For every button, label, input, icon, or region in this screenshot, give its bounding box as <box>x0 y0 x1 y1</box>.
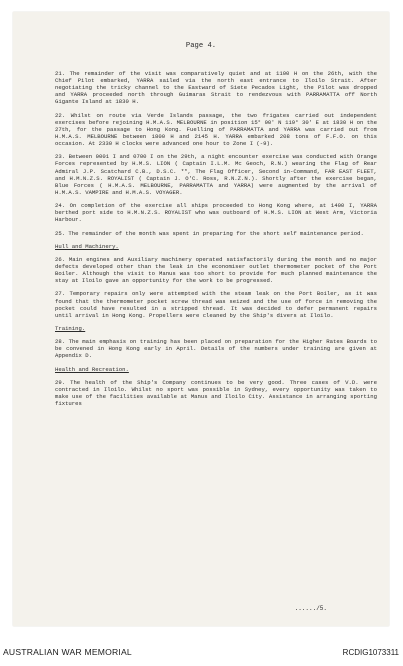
section-heading-training: Training. <box>55 325 86 333</box>
section-heading-hull: Hull and Machinery. <box>55 242 119 250</box>
paragraph-27: 27. Temporary repairs only were attempted with the steam leak on the Port Boiler, as it was found that the thermometer pocket screw thread was seized and the use of force in removing the pocket could have resulted in a stripped thread. It was decided to defer permanent repairs until arrival in Hong Kong. Propellers were cleaned by the Ship's divers at Iloilo. <box>55 290 377 319</box>
paragraph-23: 23. Between 0001 I and 0700 I on the 29th, a night encounter exercise was conducted with Orange Forces represented by H.M.S. LION ( Captain I.L.M. Mc Geoch, R.N.) wearing the Flag of Rear Admiral J.P. Scatchard C.B., D.S.C. **, The Flag Officer, Second in-Command, FAR EAST FLEET, and H.M.N.Z.S. ROYALIST ( Captain J. O'C. Ross, R.N.Z.N.). Shortly after the exercise began, Blue Forces ( H.M.A.S. MELBOURNE, PARRAMATTA and YARRA) were augmented by the arrival of H.M.A.S. VAMPIRE and H.M.A.S. VOYAGER. <box>55 153 377 196</box>
paragraph-25: 25. The remainder of the month was spent in preparing for the short self maintenance period. <box>55 229 364 237</box>
record-id: RCDIG1073311 <box>342 648 399 657</box>
archive-credit: AUSTRALIAN WAR MEMORIAL <box>3 647 132 657</box>
paragraph-29: 29. The health of the Ship's Company continues to be very good. Three cases of V.D. were contracted in Iloilo. Whilst no sport was possible in Sydney, every opportunity was taken to make use of the facilities available at Manus and Iloilo City. Assistance in arranging sporting fixtures <box>55 378 377 407</box>
page-number: Page 4. <box>185 42 217 50</box>
continuation-marker: ....../5. <box>294 605 327 612</box>
document-body <box>55 70 377 413</box>
document-page <box>13 12 389 626</box>
paragraph-24: 24. On completion of the exercise all ships proceeded to Hong Kong where, at 1400 I, YARRA berthed port side to H.M.N.Z.S. ROYALIST who was outboard of H.M.S. LION at West Arm, Victoria Harbour. <box>55 202 377 224</box>
section-heading-health: Health and Recreation. <box>55 365 129 373</box>
paragraph-28: 28. The main emphasis on training has been placed on preparation for the Higher Rates Boards to be convened in Hong Kong early in April. Details of the numbers under training are given at Appendix D. <box>55 338 377 360</box>
paragraph-26: 26. Main engines and Auxiliary machinery operated satisfactorily during the month and no major defects developed other than the leak in the economiser outlet thermometer pocket of the Port Boiler. Although the visit to Manus was too short to provide for much planned maintenance the stay at Iloilo gave an opportunity for the work to be progressed. <box>55 255 377 285</box>
paragraph-21: 21. The remainder of the visit was comparatively quiet and at 1100 H on the 26th, with the Chief Pilot embarked, YARRA sailed via the north east entrance to Iloilo Strait. After negotiating the tricky channel to the Eastward of Siete Pecados Light, the Pilot was dropped and YARRA proceeded north through Guimaras Strait to rendezvous with PARRAMATTA off North Gigante Island at 1830 H. <box>55 70 377 106</box>
paragraph-22: 22. Whilst on route via Verde Islands passage, the two frigates carried out independent exercises before rejoining H.M.A.S. MELBOURNE in position 15° 00' N 119° 30' E at 1830 H on the 27th, for the passage to Hong Kong. Fuelling of PARRAMATTA and YARRA was carried out from H.M.A.S. MELBOURNE between 1800 H and 2145 H. YARRA embarked 208 tons of F.F.O. on this occasion. At 2330 H clocks were advanced one hour to Zone I (-9). <box>55 111 377 148</box>
